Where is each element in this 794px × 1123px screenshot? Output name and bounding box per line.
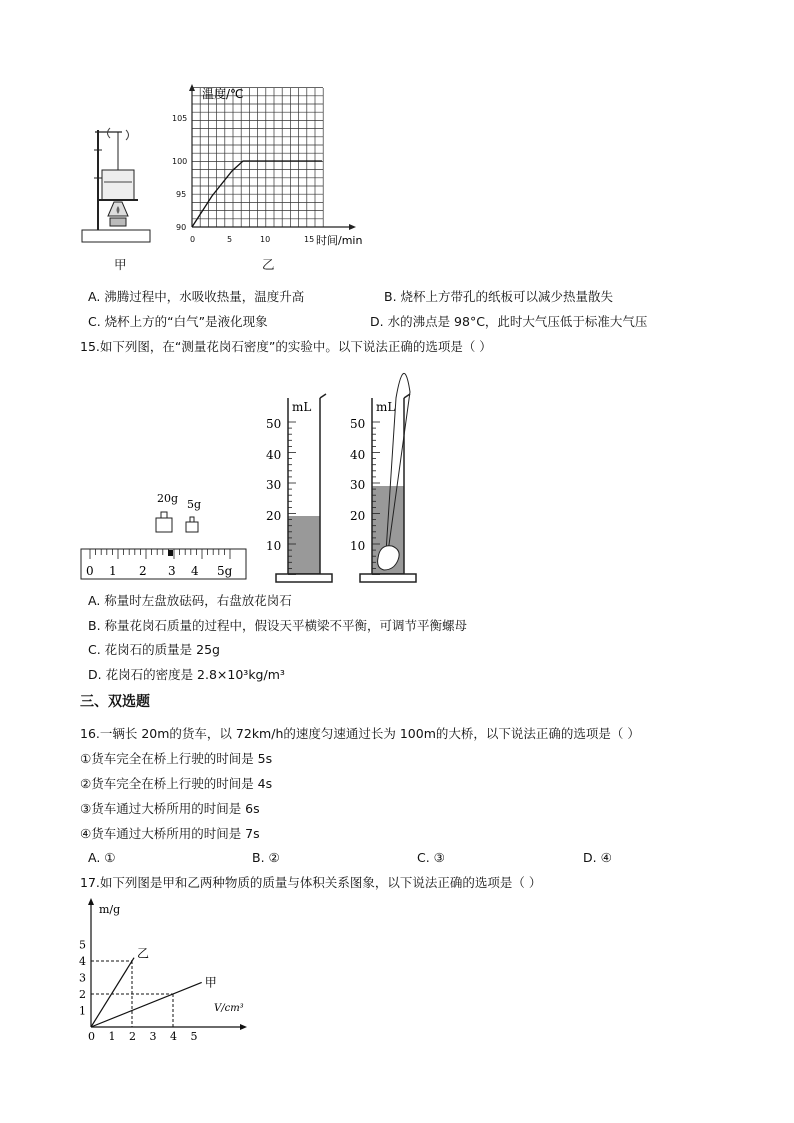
ytick: 100: [172, 157, 188, 166]
q16-item-1: ①货车完全在桥上行驶的时间是 5s: [80, 751, 273, 766]
balance-weights-and-scale-figure: [80, 490, 250, 582]
x-axis-label: V/cm³: [214, 1003, 244, 1014]
svg-text:mL: mL: [292, 400, 312, 414]
series-line-甲: [91, 982, 202, 1027]
q16-option-a[interactable]: A. ①: [88, 850, 116, 865]
q16-stem: 16.一辆长 20m的货车，以 72km/h的速度匀速通过长为 100m的大桥，以下说法正确的选项是（ ）: [80, 726, 640, 741]
y-tick-label: 5: [79, 938, 86, 952]
q14-option-a[interactable]: A. 沸腾过程中，水吸收热量，温度升高: [88, 289, 305, 304]
y-tick-label: 3: [79, 971, 86, 985]
x-tick-label: 5: [190, 1030, 198, 1043]
q17-stem: 17.如下列图是甲和乙两种物质的质量与体积关系图象，以下说法正确的选项是（ ）: [80, 875, 542, 890]
q16-item-2: ②货车完全在桥上行驶的时间是 4s: [80, 776, 273, 791]
svg-text:10: 10: [350, 539, 366, 553]
q14-option-b[interactable]: B. 烧杯上方带孔的纸板可以减少热量散失: [384, 289, 614, 304]
y-axis-label: m/g: [99, 903, 121, 916]
q16-option-d[interactable]: D. ④: [583, 850, 612, 865]
x-tick-label: 2: [129, 1030, 136, 1043]
y-tick-label: 2: [79, 988, 86, 1001]
temperature-time-graph: [170, 84, 370, 254]
y-tick-label: 1: [79, 1004, 86, 1018]
svg-text:50: 50: [266, 417, 282, 431]
xtick: 15: [304, 235, 315, 244]
x-tick-label: 3: [149, 1030, 157, 1043]
series-line-乙: [91, 958, 134, 1027]
svg-text:30: 30: [350, 478, 366, 492]
svg-text:10: 10: [266, 539, 282, 553]
series-label: 甲: [204, 975, 217, 990]
svg-text:20: 20: [266, 509, 282, 523]
q16-option-b[interactable]: B. ②: [252, 850, 280, 865]
q15-option-b[interactable]: B. 称量花岗石质量的过程中，假设天平横梁不平衡，可调节平衡螺母: [88, 618, 468, 633]
ytick: 95: [176, 190, 187, 199]
svg-text:40: 40: [350, 448, 366, 462]
graduated-cylinder-with-stone: [346, 362, 426, 584]
q16-option-c[interactable]: C. ③: [417, 850, 445, 865]
x-tick-label: 1: [108, 1030, 116, 1043]
svg-text:mL: mL: [376, 400, 396, 414]
ytick: 90: [176, 223, 187, 232]
series-label: 乙: [137, 946, 150, 961]
weight-5g-icon: [186, 522, 198, 532]
fig-jia-label: 甲: [114, 257, 127, 272]
y-axis-arrow: [88, 898, 94, 905]
x-tick-label: 0: [88, 1030, 95, 1043]
weight-20g-label: 20g: [157, 492, 179, 505]
xtick: 5: [227, 235, 233, 244]
xtick: 0: [190, 235, 196, 244]
rider-marker: [168, 550, 173, 556]
x-tick-label: 4: [170, 1030, 177, 1043]
svg-text:1: 1: [109, 564, 117, 578]
q14-option-d[interactable]: D. 水的沸点是 98°C，此时大气压低于标准大气压: [370, 314, 648, 329]
y-tick-label: 4: [79, 955, 86, 968]
q15-option-d[interactable]: D. 花岗石的密度是 2.8×10³kg/m³: [88, 667, 285, 682]
section-title: 三、双选题: [80, 694, 150, 710]
ytick: 105: [172, 114, 188, 123]
svg-text:20: 20: [350, 509, 366, 523]
svg-text:50: 50: [350, 417, 366, 431]
svg-text:0: 0: [86, 564, 94, 578]
q15-option-c[interactable]: C. 花岗石的质量是 25g: [88, 642, 220, 657]
svg-text:4: 4: [191, 564, 199, 578]
svg-text:40: 40: [266, 448, 282, 462]
mass-volume-chart: [78, 898, 258, 1043]
q15-option-a[interactable]: A. 称量时左盘放砝码，右盘放花岗石: [88, 593, 292, 608]
graduated-cylinder-before: [262, 392, 342, 584]
x-axis-arrow: [240, 1024, 247, 1030]
weight-5g-label: 5g: [187, 498, 202, 511]
svg-text:30: 30: [266, 478, 282, 492]
fig-yi-label: 乙: [262, 257, 275, 272]
svg-text:5g: 5g: [217, 564, 233, 578]
q16-item-3: ③货车通过大桥所用的时间是 6s: [80, 801, 260, 816]
q15-stem: 15.如下列图，在“测量花岗石密度”的实验中。以下说法正确的选项是（ ）: [80, 339, 492, 354]
svg-text:2: 2: [139, 564, 147, 578]
svg-text:3: 3: [168, 564, 176, 578]
xtick: 10: [260, 235, 271, 244]
q14-apparatus-figure: [80, 118, 155, 248]
graph-xlabel: 时间/min: [316, 234, 363, 247]
graph-ylabel: 温度/℃: [202, 87, 244, 101]
q14-option-c[interactable]: C. 烧杯上方的“白气”是液化现象: [88, 314, 268, 329]
weight-20g-icon: [156, 518, 172, 532]
q16-item-4: ④货车通过大桥所用的时间是 7s: [80, 826, 260, 841]
